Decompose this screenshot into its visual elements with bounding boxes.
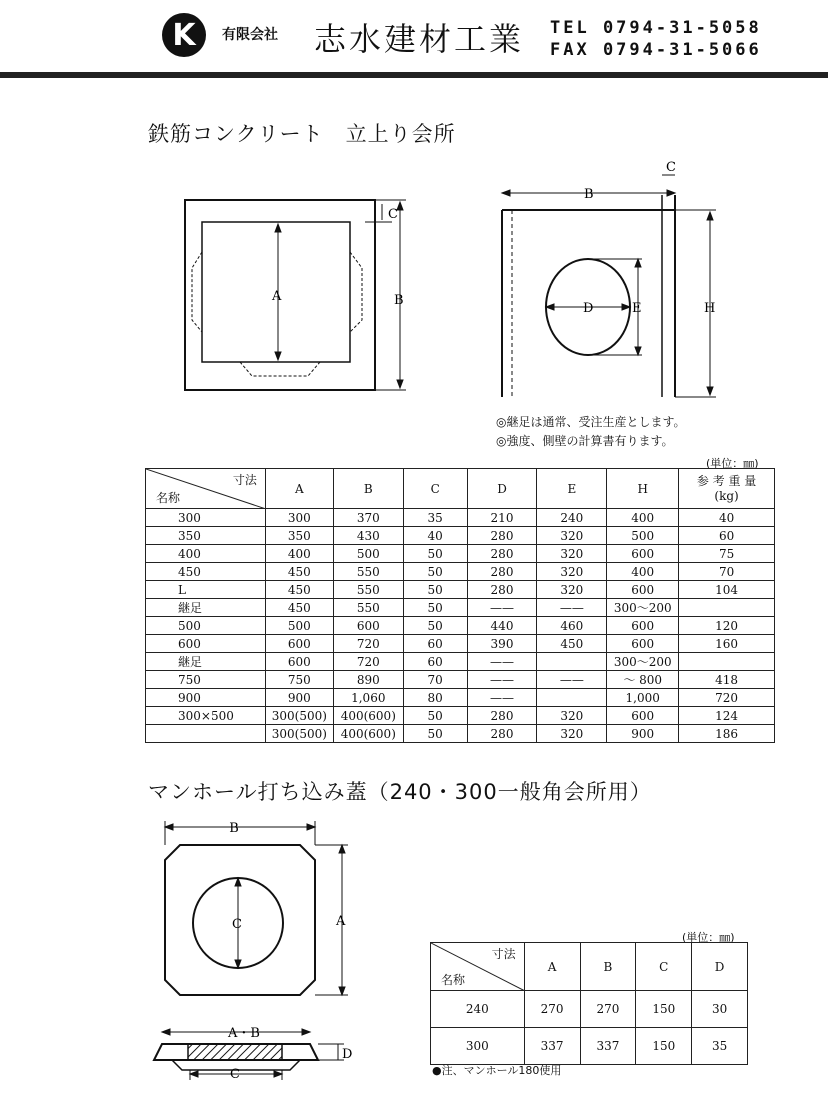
row-name-cell: 継足 — [146, 653, 266, 671]
table-cell: 450 — [265, 563, 333, 581]
table-cell: 350 — [265, 527, 333, 545]
table-row — [146, 563, 775, 581]
unit-label-1: (単位：㎜) — [706, 457, 759, 470]
row-name-cell: 600 — [146, 635, 266, 653]
table-cell: 600 — [607, 617, 679, 635]
table-cell: 70 — [403, 671, 467, 689]
table-cell: 104 — [679, 581, 775, 599]
note-1: ◎継足は通常、受注生産とします。 — [496, 415, 686, 429]
header-divider — [0, 72, 828, 78]
row-name-cell: 240 — [431, 991, 525, 1028]
table-row — [146, 707, 775, 725]
col-header: H — [607, 469, 679, 509]
table-cell: 280 — [467, 581, 537, 599]
table-cell: 600 — [265, 635, 333, 653]
col-header: C — [636, 943, 692, 991]
section1-title: 鉄筋コンクリート 立上り会所 — [148, 122, 456, 146]
manhole-note: ●注、マンホール180使用 — [432, 1064, 562, 1077]
table-cell: 720 — [333, 653, 403, 671]
label-d: D — [583, 301, 594, 316]
table-cell: 40 — [679, 509, 775, 527]
table-cell: 320 — [537, 725, 607, 743]
table-cell: 400(600) — [333, 707, 403, 725]
table-cell: 418 — [679, 671, 775, 689]
unit-label-2: (単位：㎜) — [682, 931, 735, 944]
table-cell: 70 — [679, 563, 775, 581]
table-row — [146, 599, 775, 617]
table-cell: 280 — [467, 707, 537, 725]
label-h: H — [704, 301, 716, 316]
table-cell: 550 — [333, 563, 403, 581]
col-header: B — [580, 943, 636, 991]
table-row — [146, 509, 775, 527]
table-row — [146, 617, 775, 635]
label-a3: A — [336, 914, 346, 929]
company-logo — [162, 13, 206, 57]
table-cell: 240 — [537, 509, 607, 527]
table-cell: 320 — [537, 581, 607, 599]
table-cell: —— — [467, 689, 537, 707]
table-cell: 500 — [333, 545, 403, 563]
table-cell: 186 — [679, 725, 775, 743]
table-row — [431, 991, 748, 1028]
table-row — [146, 635, 775, 653]
col-header: D — [467, 469, 537, 509]
label-a: A — [272, 289, 282, 304]
table-cell: 60 — [403, 653, 467, 671]
table-cell: 500 — [265, 617, 333, 635]
table-cell: 450 — [265, 599, 333, 617]
table-cell: 900 — [265, 689, 333, 707]
table-cell: 440 — [467, 617, 537, 635]
table-cell: 150 — [636, 991, 692, 1028]
table-row — [146, 689, 775, 707]
table-cell: 400 — [265, 545, 333, 563]
table-cell: 320 — [537, 527, 607, 545]
table-cell: 1,060 — [333, 689, 403, 707]
label-b: B — [394, 293, 404, 308]
section2-title: マンホール打ち込み蓋（240・300一般角会所用） — [148, 780, 652, 804]
table-cell: 300 — [265, 509, 333, 527]
table-cell: 210 — [467, 509, 537, 527]
label-c2: C — [666, 160, 676, 175]
table-cell: 500 — [607, 527, 679, 545]
table-cell: 160 — [679, 635, 775, 653]
table-cell: 750 — [265, 671, 333, 689]
table-cell: 320 — [537, 707, 607, 725]
table-cell: 50 — [403, 617, 467, 635]
tel-number: TEL 0794-31-5058 — [550, 18, 762, 38]
table-cell — [537, 653, 607, 671]
table-cell: —— — [537, 599, 607, 617]
table-cell: 337 — [524, 1028, 580, 1065]
table-cell: 35 — [692, 1028, 748, 1065]
table-cell: 270 — [580, 991, 636, 1028]
row-name-cell: 300×500 — [146, 707, 266, 725]
table-cell: 720 — [333, 635, 403, 653]
riser-section-diagram — [170, 190, 420, 400]
table-cell: 35 — [403, 509, 467, 527]
table-cell: 600 — [333, 617, 403, 635]
table-cell: 400 — [607, 509, 679, 527]
table-row — [146, 527, 775, 545]
manhole-cover-top-diagram — [150, 815, 365, 1005]
col-header: 参 考 重 量 (kg) — [679, 469, 775, 509]
table-cell: 320 — [537, 545, 607, 563]
table-cell: —— — [467, 671, 537, 689]
table-cell: 50 — [403, 545, 467, 563]
table-cell: —— — [467, 653, 537, 671]
table-cell: 150 — [636, 1028, 692, 1065]
row-name-cell — [146, 725, 266, 743]
table-cell: 50 — [403, 725, 467, 743]
table-cell: 280 — [467, 563, 537, 581]
label-ab: A・B — [228, 1026, 260, 1041]
table-cell: 337 — [580, 1028, 636, 1065]
riser-spec-table — [145, 468, 775, 743]
table-cell: 50 — [403, 599, 467, 617]
table-cell: 400(600) — [333, 725, 403, 743]
step-right — [350, 252, 362, 332]
label-b3: B — [229, 821, 239, 836]
row-name-cell: 750 — [146, 671, 266, 689]
table-cell: 460 — [537, 617, 607, 635]
table-cell — [537, 689, 607, 707]
label-e: E — [632, 301, 642, 316]
table-cell: 550 — [333, 599, 403, 617]
table-cell: 280 — [467, 725, 537, 743]
table-cell: 300(500) — [265, 707, 333, 725]
row-name-cell: 350 — [146, 527, 266, 545]
table-cell: 600 — [265, 653, 333, 671]
table-cell: 370 — [333, 509, 403, 527]
table-cell: 320 — [537, 563, 607, 581]
table-cell: 40 — [403, 527, 467, 545]
table-cell: 450 — [265, 581, 333, 599]
label-b2: B — [584, 187, 594, 202]
col-header: C — [403, 469, 467, 509]
table-cell: 890 — [333, 671, 403, 689]
table-cell: 600 — [607, 635, 679, 653]
table-cell: 120 — [679, 617, 775, 635]
note-2: ◎強度、側壁の計算書有ります。 — [496, 434, 674, 448]
step-bottom — [240, 362, 320, 376]
manhole-cover-section-diagram — [150, 1018, 365, 1088]
label-c3: C — [232, 917, 242, 932]
row-name-cell: 300 — [146, 509, 266, 527]
table-row — [146, 725, 775, 743]
table-cell: 50 — [403, 707, 467, 725]
table-cell: —— — [537, 671, 607, 689]
table-cell: 1,000 — [607, 689, 679, 707]
table-row — [146, 545, 775, 563]
row-name-cell: 500 — [146, 617, 266, 635]
table-cell — [679, 653, 775, 671]
riser-side-diagram — [490, 155, 725, 405]
label-d3: D — [342, 1047, 353, 1062]
fax-number: FAX 0794-31-5066 — [550, 40, 762, 60]
table-cell: 80 — [403, 689, 467, 707]
table-row — [146, 671, 775, 689]
step-left — [192, 252, 202, 332]
table2-corner-cell: 寸法 名称 — [431, 943, 525, 991]
col-header: A — [265, 469, 333, 509]
label-c: C — [388, 207, 398, 222]
col-header: B — [333, 469, 403, 509]
table-row — [431, 1028, 748, 1065]
table-cell: 300(500) — [265, 725, 333, 743]
row-name-cell: 継足 — [146, 599, 266, 617]
table-cell: 50 — [403, 581, 467, 599]
table-corner-cell: 寸法 名称 — [146, 469, 266, 509]
cover-hatch — [188, 1044, 282, 1060]
table-cell: 900 — [607, 725, 679, 743]
table-cell: 270 — [524, 991, 580, 1028]
row-name-cell: 900 — [146, 689, 266, 707]
table-cell: 30 — [692, 991, 748, 1028]
table-cell: 600 — [607, 581, 679, 599]
table-cell: —— — [467, 599, 537, 617]
row-name-cell: 400 — [146, 545, 266, 563]
row-name-cell: 300 — [431, 1028, 525, 1065]
table-cell: 280 — [467, 545, 537, 563]
manhole-spec-table — [430, 942, 748, 1065]
table-cell: 280 — [467, 527, 537, 545]
table-cell: 300～200 — [607, 599, 679, 617]
logo-letter: K — [172, 17, 196, 53]
row-name-cell: 450 — [146, 563, 266, 581]
table-cell: 60 — [403, 635, 467, 653]
col-header: A — [524, 943, 580, 991]
company-type: 有限会社 — [222, 27, 278, 43]
table-cell: 450 — [537, 635, 607, 653]
table-cell: 430 — [333, 527, 403, 545]
table-row — [146, 653, 775, 671]
company-name: 志水建材工業 — [314, 20, 525, 58]
table-row — [146, 581, 775, 599]
table-cell: 50 — [403, 563, 467, 581]
table-cell: 124 — [679, 707, 775, 725]
table-cell: 400 — [607, 563, 679, 581]
label-c4: C — [230, 1067, 240, 1082]
table-cell: 390 — [467, 635, 537, 653]
table-cell: 550 — [333, 581, 403, 599]
table-cell: 300～200 — [607, 653, 679, 671]
table-cell: 720 — [679, 689, 775, 707]
table-cell: ～ 800 — [607, 671, 679, 689]
table-cell — [679, 599, 775, 617]
row-name-cell: L — [146, 581, 266, 599]
table-cell: 600 — [607, 545, 679, 563]
table-cell: 60 — [679, 527, 775, 545]
table-cell: 75 — [679, 545, 775, 563]
table-cell: 600 — [607, 707, 679, 725]
col-header: D — [692, 943, 748, 991]
col-header: E — [537, 469, 607, 509]
